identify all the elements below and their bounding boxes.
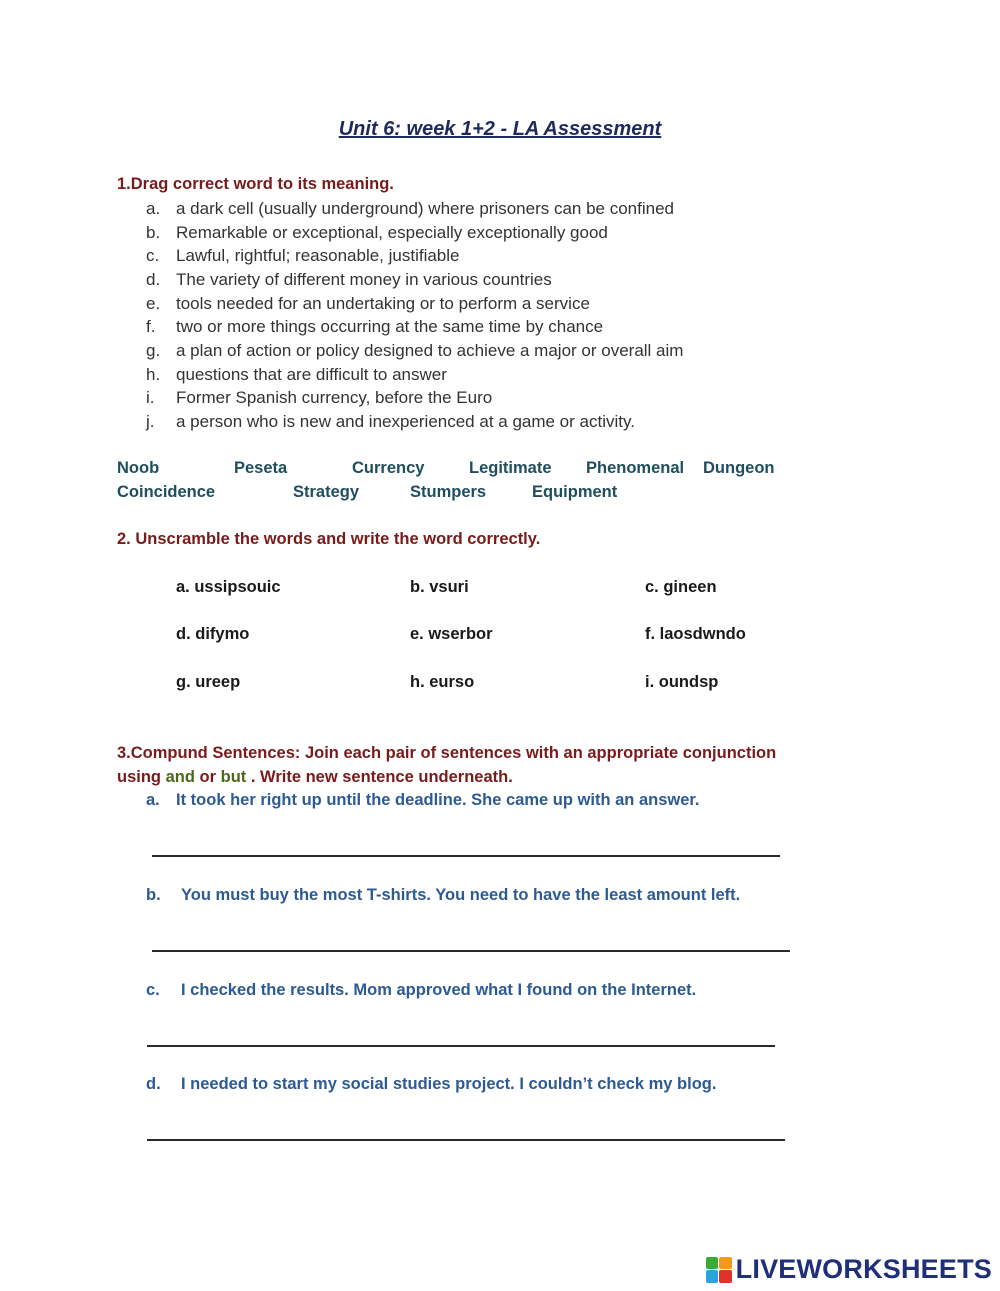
definition-text: two or more things occurring at the same time by chance: [176, 317, 604, 336]
heading-or: or: [199, 768, 217, 786]
definition-letter: e.: [146, 294, 161, 313]
answer-line[interactable]: [152, 855, 780, 857]
heading-rest: . Write new sentence underneath.: [250, 768, 513, 786]
heading-using: using: [117, 768, 161, 786]
word-bank-item[interactable]: Phenomenal: [586, 459, 685, 477]
answer-line[interactable]: [152, 950, 790, 952]
scrambled-word: b. vsuri: [410, 578, 469, 596]
sentence-text: It took her right up until the deadline. She came up with an answer.: [176, 791, 700, 809]
definition-text: a person who is new and inexperienced at a game or activity.: [176, 412, 635, 431]
definition-letter: j.: [146, 412, 155, 431]
scrambled-word: c. gineen: [645, 578, 717, 596]
sentence-text: I checked the results. Mom approved what I found on the Internet.: [181, 981, 697, 999]
definition-text: questions that are difficult to answer: [176, 365, 447, 384]
section1-heading: 1.Drag correct word to its meaning.: [117, 175, 394, 193]
definition-letter: g.: [146, 341, 161, 360]
page-title: Unit 6: week 1+2 - LA Assessment: [338, 118, 662, 140]
definition-letter: a.: [146, 199, 161, 218]
definition-text: tools needed for an undertaking or to perform a service: [176, 294, 590, 313]
definition-text: The variety of different money in various countries: [176, 270, 552, 289]
sentence-text: You must buy the most T-shirts. You need to have the least amount left.: [181, 886, 741, 904]
definition-text: Remarkable or exceptional, especially exceptionally good: [176, 223, 608, 242]
definition-letter: d.: [146, 270, 161, 289]
logo-badge-icon: [706, 1257, 732, 1283]
scrambled-word: i. oundsp: [645, 673, 719, 691]
scrambled-word: d. difymo: [176, 625, 250, 643]
word-bank-item[interactable]: Legitimate: [469, 459, 552, 477]
scrambled-word: g. ureep: [176, 673, 241, 691]
definition-letter: b.: [146, 223, 161, 242]
definition-letter: i.: [146, 388, 155, 407]
sentence-letter: d.: [146, 1075, 161, 1093]
word-bank-item[interactable]: Coincidence: [117, 483, 216, 501]
answer-line[interactable]: [147, 1139, 785, 1141]
sentence-text: I needed to start my social studies project. I couldn’t check my blog.: [181, 1075, 717, 1093]
section3-heading-line2: [117, 768, 513, 787]
scrambled-word: f. laosdwndo: [645, 625, 746, 643]
word-bank-item[interactable]: Currency: [352, 459, 425, 477]
word-bank-item[interactable]: Strategy: [293, 483, 360, 501]
conjunction-and: and: [165, 768, 195, 786]
liveworksheets-logo: [706, 1254, 992, 1285]
scrambled-word: h. eurso: [410, 673, 475, 691]
section3-heading-line1: 3.Compund Sentences: Join each pair of sentences with an appropriate conjunction: [117, 744, 777, 762]
word-bank-item[interactable]: Equipment: [532, 483, 618, 501]
scrambled-word: a. ussipsouic: [176, 578, 281, 596]
sentence-letter: a.: [146, 791, 160, 809]
sentence-letter: b.: [146, 886, 161, 904]
section2-heading: 2. Unscramble the words and write the word correctly.: [117, 530, 541, 548]
word-bank-item[interactable]: Dungeon: [703, 459, 775, 477]
word-bank-item[interactable]: Peseta: [234, 459, 288, 477]
definition-text: Lawful, rightful; reasonable, justifiable: [176, 246, 460, 265]
answer-line[interactable]: [147, 1045, 775, 1047]
scrambled-word: e. wserbor: [410, 625, 493, 643]
sentence-letter: c.: [146, 981, 160, 999]
definition-letter: c.: [146, 246, 160, 265]
word-bank-item[interactable]: Noob: [117, 459, 160, 477]
logo-text: LIVEWORKSHEETS: [735, 1254, 992, 1284]
word-bank-item[interactable]: Stumpers: [410, 483, 487, 501]
definition-text: Former Spanish currency, before the Euro: [176, 388, 493, 407]
definition-text: a dark cell (usually underground) where prisoners can be confined: [176, 199, 675, 218]
definition-letter: h.: [146, 365, 161, 384]
definition-text: a plan of action or policy designed to achieve a major or overall aim: [176, 341, 684, 360]
conjunction-but: but: [220, 768, 247, 786]
definition-letter: f.: [146, 317, 156, 336]
